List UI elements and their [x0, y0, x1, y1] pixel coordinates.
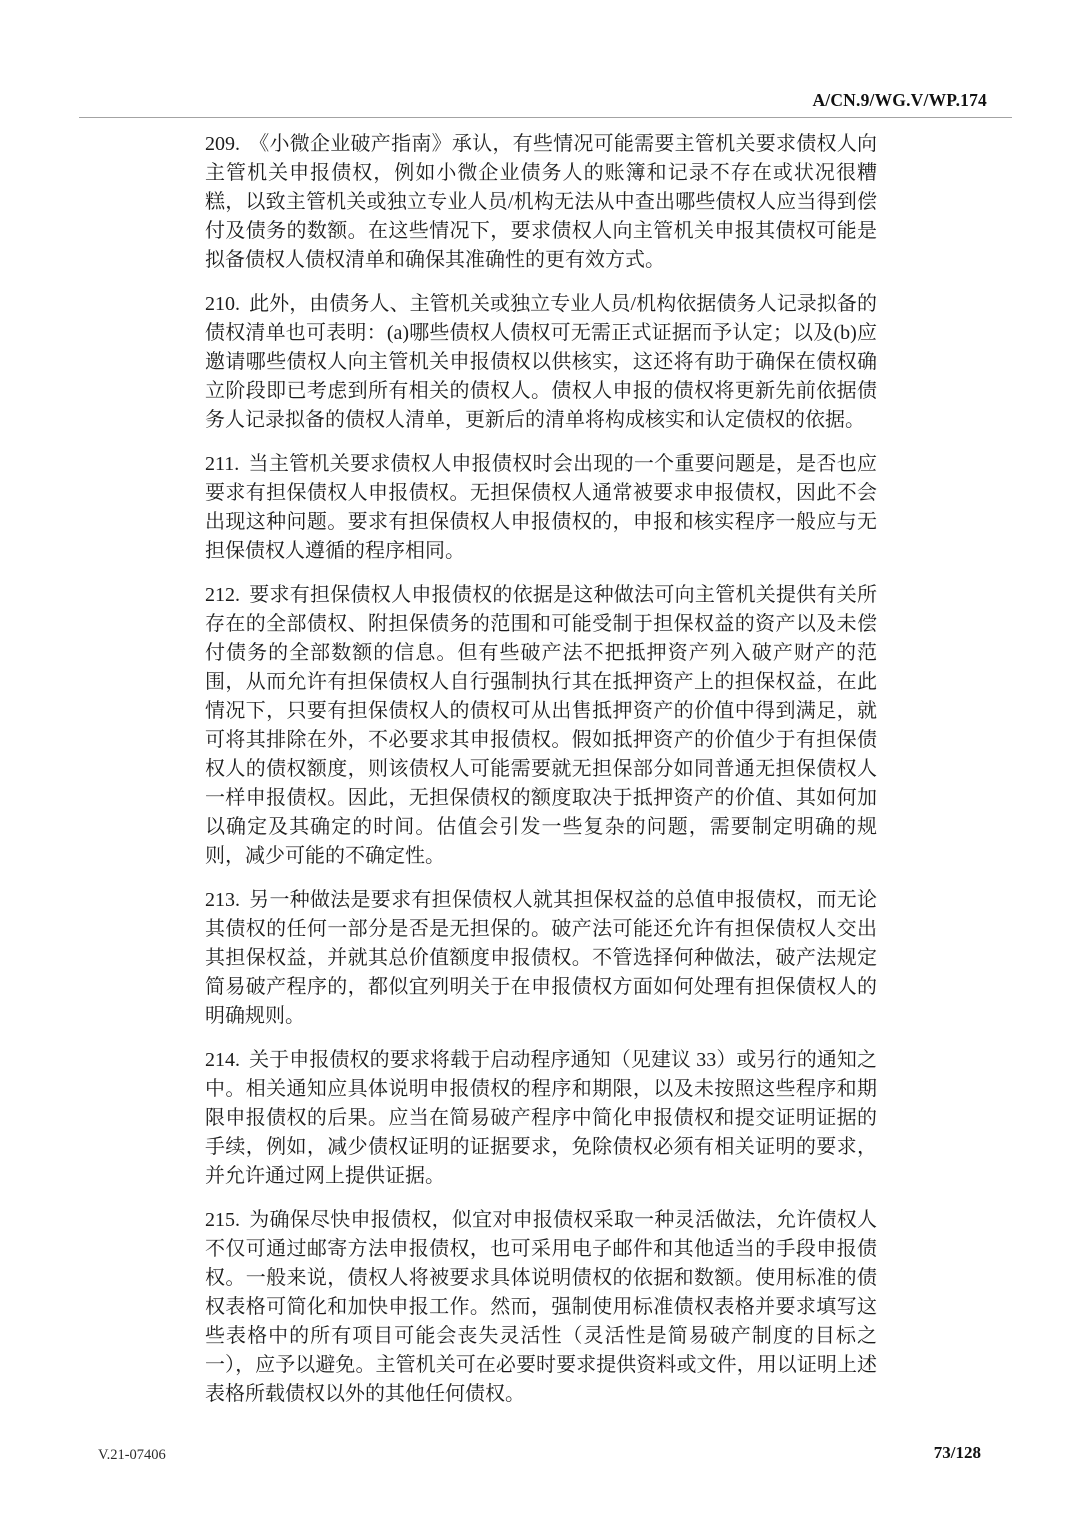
paragraph-number: 211. [205, 453, 240, 475]
paragraph-212 [205, 581, 877, 871]
paragraph-210 [205, 290, 877, 435]
paragraph-211 [205, 450, 877, 566]
header-rule [79, 117, 1012, 118]
paragraph-214 [205, 1046, 877, 1191]
paragraph-209 [205, 130, 877, 275]
paragraph-number: 209. [205, 133, 240, 155]
paragraph-text: 为确保尽快申报债权，似宜对申报债权采取一种灵活做法，允许债权人不仅可通过邮寄方法申报债权，也可采用电子邮件和其他适当的手段申报债权。一般来说，债权人将被要求具体说明债权的依据和数额。使用标准的债权表格可简化和加快申报工作。然而，强制使用标准债权表格并要求填写这些表格中的所有项目可能会丧失灵活性（灵活性是简易破产制度的目标之一），应予以避免。主管机关可在必要时要求提供资料或文件，用以证明上述表格所载债权以外的其他任何债权。 [205, 1209, 877, 1405]
paragraph-number: 210. [205, 293, 240, 315]
paragraph-text: 《小微企业破产指南》承认，有些情况可能需要主管机关要求债权人向主管机关申报债权，例如小微企业债务人的账簿和记录不存在或状况很糟糕，以致主管机关或独立专业人员/机构无法从中查出哪些债权人应当得到偿付及债务的数额。在这些情况下，要求债权人向主管机关申报其债权可能是拟备债权人债权清单和确保其准确性的更有效方式。 [205, 133, 877, 271]
paragraph-text: 当主管机关要求债权人申报债权时会出现的一个重要问题是，是否也应要求有担保债权人申报债权。无担保债权人通常被要求申报债权，因此不会出现这种问题。要求有担保债权人申报债权的，申报和核实程序一般应与无担保债权人遵循的程序相同。 [205, 453, 877, 562]
paragraph-number: 214. [205, 1049, 240, 1071]
page-number: 73/128 [933, 1443, 981, 1462]
paragraph-text: 另一种做法是要求有担保债权人就其担保权益的总值申报债权，而无论其债权的任何一部分是否是无担保的。破产法可能还允许有担保债权人交出其担保权益，并就其总价值额度申报债权。不管选择何种做法，破产法规定简易破产程序的，都似宜列明关于在申报债权方面如何处理有担保债权人的明确规则。 [205, 889, 877, 1027]
paragraph-number: 215. [205, 1209, 240, 1231]
job-number: V.21-07406 [98, 1447, 166, 1463]
paragraph-text: 关于申报债权的要求将载于启动程序通知（见建议 33）或另行的通知之中。相关通知应具体说明申报债权的程序和期限，以及未按照这些程序和期限申报债权的后果。应当在简易破产程序中简化申报债权和提交证明证据的手续，例如，减少债权证明的证据要求，免除债权必须有相关证明的要求，并允许通过网上提供证据。 [205, 1049, 877, 1187]
paragraph-215 [205, 1206, 877, 1409]
paragraph-text: 要求有担保债权人申报债权的依据是这种做法可向主管机关提供有关所存在的全部债权、附担保债务的范围和可能受制于担保权益的资产以及未偿付债务的全部数额的信息。但有些破产法不把抵押资产列入破产财产的范围，从而允许有担保债权人自行强制执行其在抵押资产上的担保权益，在此情况下，只要有担保债权人的债权可从出售抵押资产的价值中得到满足，就可将其排除在外，不必要求其申报债权。假如抵押资产的价值少于有担保债权人的债权额度，则该债权人可能需要就无担保部分如同普通无担保债权人一样申报债权。因此，无担保债权的额度取决于抵押资产的价值、其如何加以确定及其确定的时间。估值会引发一些复杂的问题，需要制定明确的规则，减少可能的不确定性。 [205, 584, 877, 867]
document-body [205, 130, 877, 1409]
paragraph-text: 此外，由债务人、主管机关或独立专业人员/机构依据债务人记录拟备的债权清单也可表明：(a)哪些债权人债权可无需正式证据而予认定；以及(b)应邀请哪些债权人向主管机关申报债权以供核实，这还将有助于确保在债权确立阶段即已考虑到所有相关的债权人。债权人申报的债权将更新先前依据债务人记录拟备的债权人清单，更新后的清单将构成核实和认定债权的依据。 [205, 293, 877, 431]
paragraph-number: 213. [205, 889, 240, 911]
document-symbol: A/CN.9/WG.V/WP.174 [812, 90, 987, 110]
paragraph-number: 212. [205, 584, 240, 606]
paragraph-213 [205, 886, 877, 1031]
